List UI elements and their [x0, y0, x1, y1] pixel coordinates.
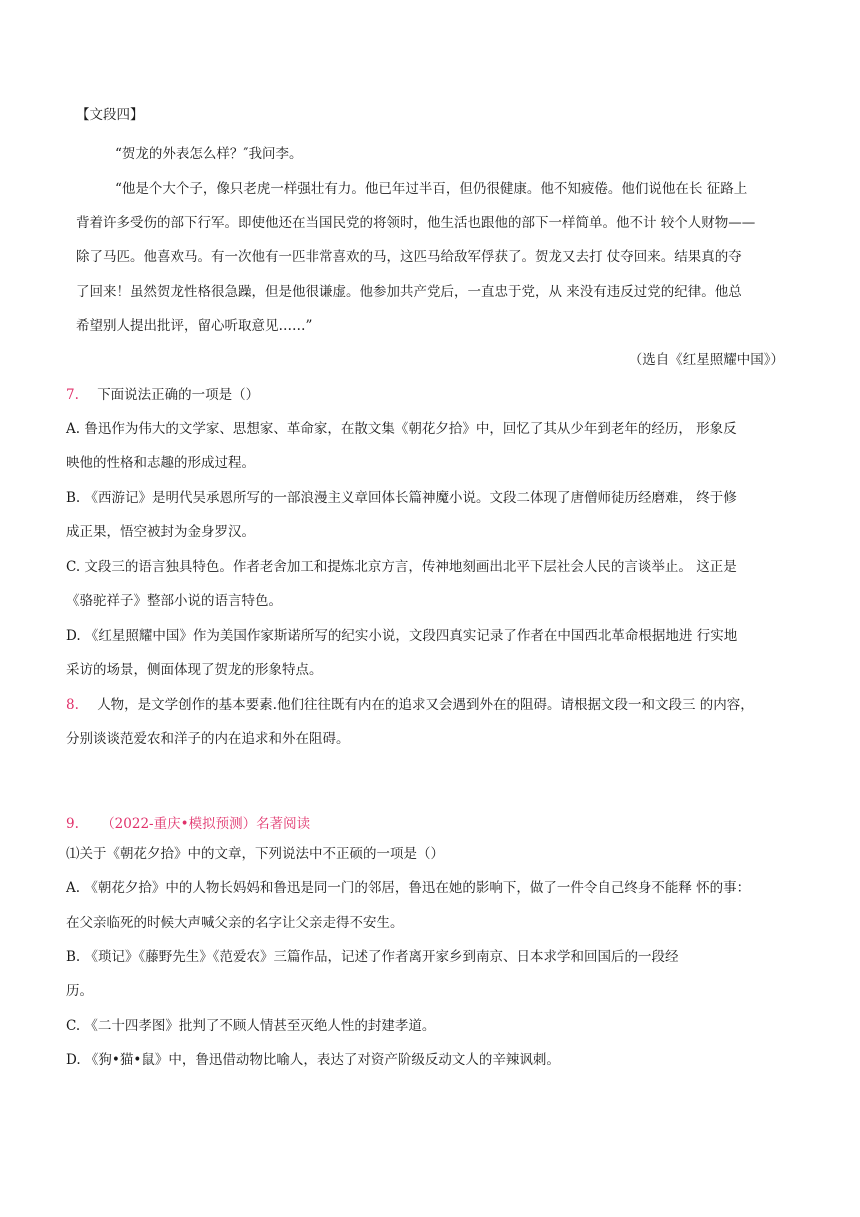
- option-a-line-1: A. 鲁迅作为伟大的文学家、思想家、革命家，在散文集《朝花夕拾》中，回忆了其从少年到老年的经历， 形象反: [66, 421, 737, 437]
- question-number: 8.: [66, 697, 79, 713]
- question-stem: 下面说法正确的一项是（）: [97, 387, 260, 403]
- option-a-line-2: 在父亲临死的时候大声喊父亲的名字让父亲走得不安生。: [66, 915, 404, 931]
- passage-source: （选自《红星照耀中国》）: [628, 352, 784, 368]
- option-c-line-1: C. 文段三的语言独具特色。作者老舍加工和提炼北京方言，传神地刻画出北平下层社会人民的言谈举止。 这正是: [66, 559, 737, 575]
- question-number: 7.: [66, 387, 79, 403]
- question-8: [66, 696, 754, 714]
- question-number: 9.: [66, 816, 79, 832]
- section-title: 【文段四】: [76, 107, 144, 123]
- option-b-line-1: B. 《西游记》是明代吴承恩所写的一部浪漫主义章回体长篇神魔小说。文段二体现了唐僧师徒历经磨难， 终于修: [66, 490, 737, 506]
- option-c-line-2: 《骆驼祥子》整部小说的语言特色。: [66, 593, 282, 609]
- option-a-line-2: 映他的性格和志趣的形成过程。: [66, 455, 255, 471]
- option-b-line-2: 成正果，悟空被封为金身罗汉。: [66, 524, 255, 540]
- passage-line-4: 除了马匹。他喜欢马。有一次他有一匹非常喜欢的马，这匹马给敌军俘获了。贺龙又去打 仗夺回来。结果真的夺: [76, 249, 742, 265]
- question-source-tag: （2022-重庆•模拟预测）名著阅读: [101, 816, 311, 832]
- passage-line-1: “贺龙的外表怎么样？″我问李。: [115, 146, 303, 162]
- option-a-line-1: A. 《朝花夕拾》中的人物长妈妈和鲁迅是同一门的邻居，鲁迅在她的影响下，做了一件令自己终身不能释 怀的事：: [66, 880, 751, 896]
- question-text-line-2: 分别谈谈范爱农和洋子的内在追求和外在阻碍。: [66, 731, 350, 747]
- option-b-line-2: 历。: [66, 983, 93, 999]
- option-b-line-1: B. 《琐记》《藤野先生》《范爱农》三篇作品，记述了作者离开家乡到南京、日本求学和回国后的一段经: [66, 949, 679, 965]
- passage-line-6: 希望别人提出批评，留心听取意见……”: [76, 318, 313, 334]
- passage-line-5: 了回来！虽然贺龙性格很急躁，但是他很谦虚。他参加共产党后，一直忠于党，从 来没有违反过党的纪律。他总: [76, 284, 742, 300]
- sub-question-1: ⑴关于《朝花夕拾》中的文章，下列说法中不正硕的一项是（）: [66, 846, 444, 862]
- question-9: [66, 815, 310, 833]
- passage-line-2: “他是个大个子，像只老虎一样强壮有力。他已年过半百，但仍很健康。他不知疲倦。他们说他在长 征路上: [115, 181, 748, 197]
- option-d-line-2: 采访的场景，侧面体现了贺龙的形象特点。: [66, 662, 323, 678]
- option-d-line-1: D. 《狗•猫•鼠》中，鲁迅借动物比喻人，表达了对资产阶级反动文人的辛辣讽刺。: [66, 1052, 560, 1068]
- option-c-line-1: C. 《二十四孝图》批判了不顾人情甚至灭绝人性的封建孝道。: [66, 1018, 436, 1034]
- question-7: [66, 386, 259, 404]
- passage-line-3: 背着许多受伤的部下行军。即使他还在当国民党的将领时，他生活也跟他的部下一样简单。他不计 较个人财物——: [76, 215, 756, 231]
- question-text-line-1: 人物，是文学创作的基本要素.他们往往既有内在的追求又会遇到外在的阻碍。请根据文段一和文段三 的内容，: [97, 697, 754, 713]
- option-d-line-1: D. 《红星照耀中国》作为美国作家斯诺所写的纪实小说，文段四真实记录了作者在中国西北革命根据地进 行实地: [66, 628, 738, 644]
